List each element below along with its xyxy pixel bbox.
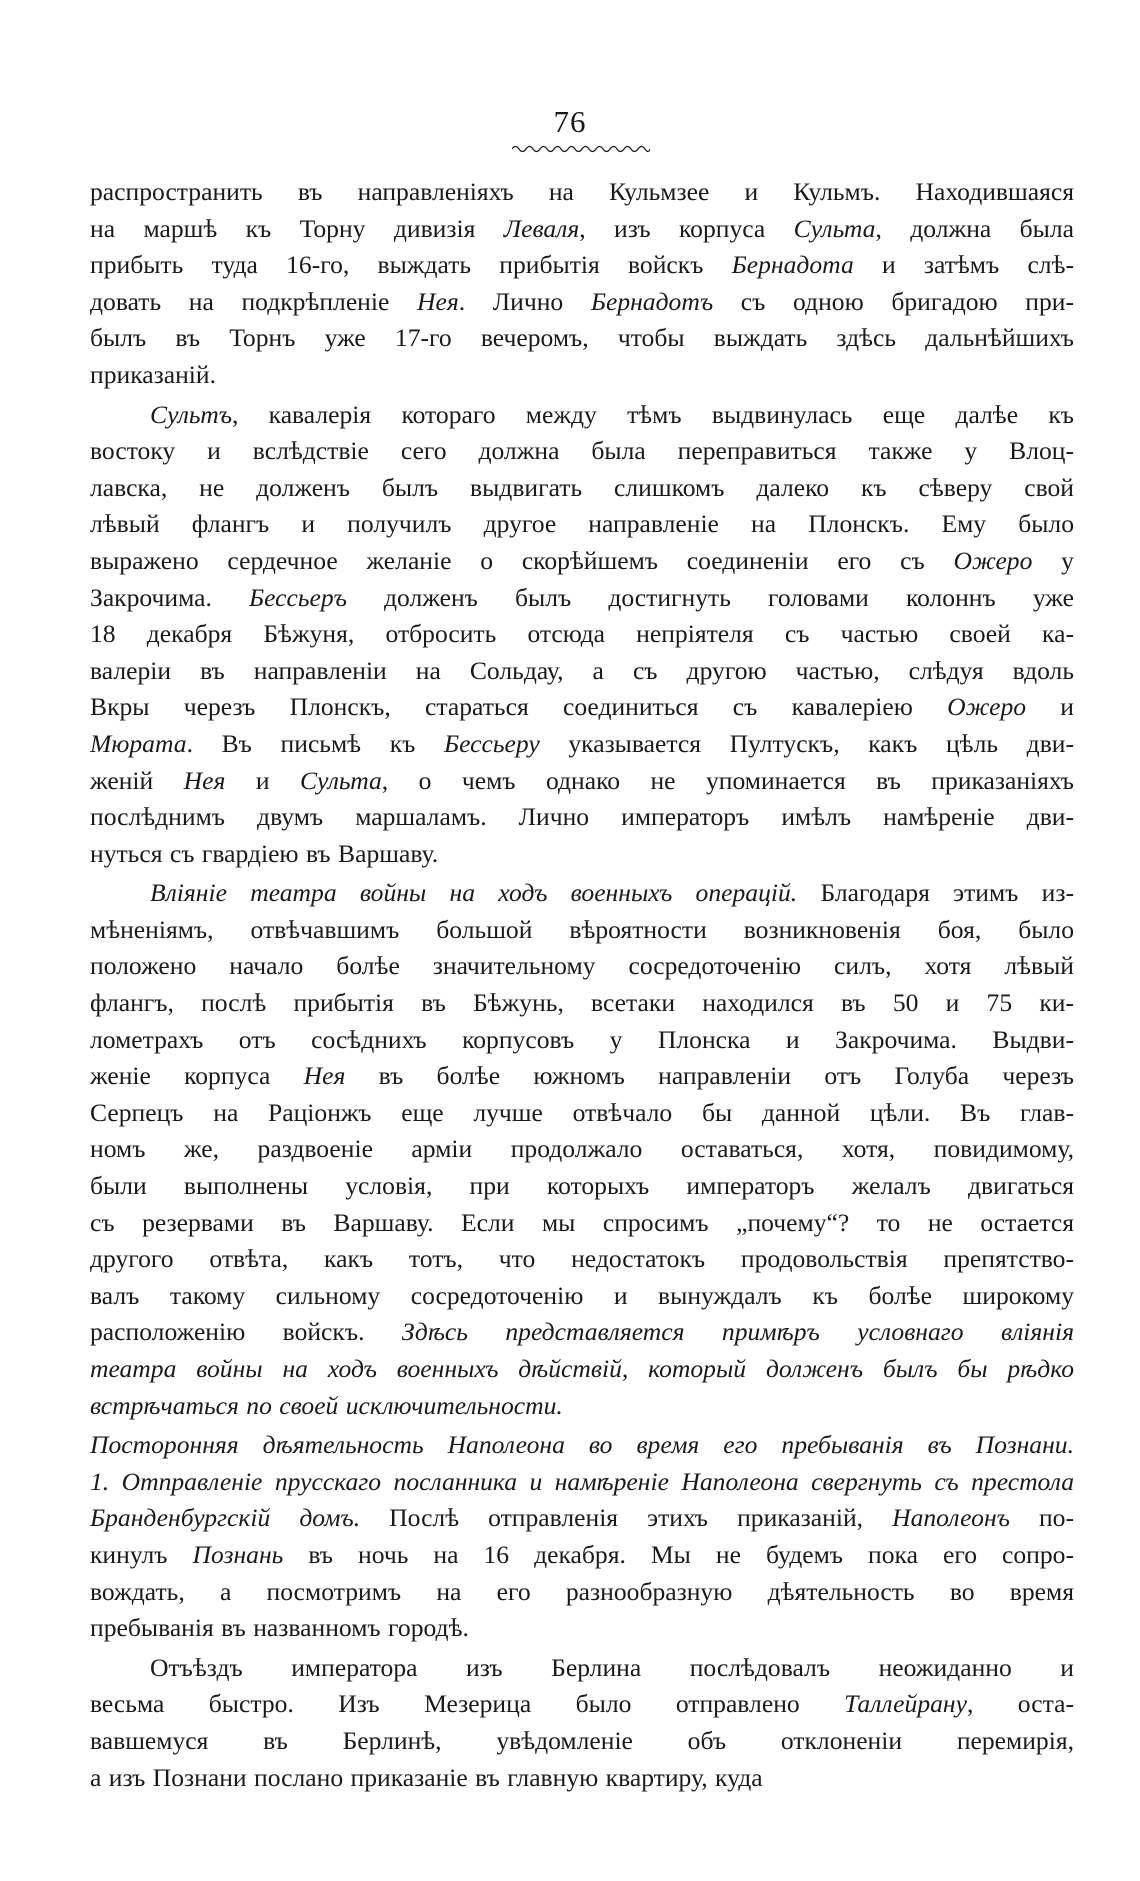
italic-run: встрѣчаться по своей исключительности. (90, 1390, 563, 1420)
text-line (90, 543, 1074, 580)
text-run: . Въ письмѣ къ (186, 728, 445, 758)
text-line (90, 1500, 1074, 1537)
text-run: довать на подкрѣпленіе (90, 286, 417, 316)
text-run: флангъ, послѣ прибытія въ Бѣжунь, всетаки находился въ 50 и 75 ки- (90, 988, 1074, 1018)
text-run: и (1026, 692, 1074, 722)
text-line (90, 1168, 1074, 1205)
body-text (90, 174, 1074, 1796)
italic-run: Здѣсь представляется примѣръ условнаго вліянія (401, 1317, 1074, 1347)
italic-run: театра войны на ходъ военныхъ дѣйствій, который долженъ былъ бы рѣдко (90, 1354, 1074, 1383)
text-line (90, 1022, 1074, 1059)
italic-run: 1. Отправленіе прусскаго посланника и намѣреніе Наполеона свергнуть съ престола (90, 1466, 1074, 1496)
text-run: , кавалерія котораго между тѣмъ выдвинулась еще далѣе къ (231, 399, 1074, 429)
text-run: востоку и вслѣдствіе сего должна была переправиться также у Влоц- (90, 436, 1074, 466)
text-run: лѣвый флангъ и получилъ другое направленіе на Плонскъ. Ему было (90, 509, 1074, 539)
italic-run: Бессьеръ (249, 582, 347, 612)
text-line (90, 1131, 1074, 1168)
text-run: , о чемъ однако не упоминается въ приказаніяхъ (381, 765, 1074, 795)
text-run: Послѣ отправленія этихъ приказаній, (360, 1503, 893, 1533)
text-run: 18 декабря Бѣжуня, отбросить отсюда непріятеля съ частью своей ка- (90, 619, 1074, 649)
text-line (90, 912, 1074, 949)
text-line (90, 763, 1074, 800)
italic-run: Бернадотъ (590, 286, 714, 316)
italic-run: Ожеро (947, 692, 1027, 722)
text-run: номъ же, раздвоеніе арміи продолжало оставаться, хотя, повидимому, (90, 1134, 1074, 1164)
text-run: указывается Пултускъ, какъ цѣль дви- (539, 728, 1074, 758)
text-line (90, 1427, 1074, 1464)
text-line (90, 506, 1074, 543)
text-line (90, 1058, 1074, 1095)
text-line (90, 1686, 1074, 1723)
italic-run: Сульта (299, 765, 382, 795)
text-run: и затѣмъ слѣ- (853, 250, 1074, 280)
text-run: Отъѣздъ императора изъ Берлина послѣдовалъ неожиданно и (150, 1652, 1074, 1682)
italic-run: Вліяніе театра войны на ходъ военныхъ операцій. (150, 878, 798, 908)
decorative-wave-rule (512, 144, 650, 154)
italic-run: Таллейрану (844, 1689, 967, 1719)
text-run: весьма быстро. Изъ Мезерица было отправлено (90, 1689, 845, 1719)
text-run: прибыть туда 16-го, выждать прибытія войскъ (90, 250, 732, 280)
text-run: расположенію войскъ. (90, 1317, 402, 1347)
text-line (90, 799, 1074, 836)
italic-run: Леваля (503, 213, 580, 243)
text-run: были выполнены условія, при которыхъ императоръ желалъ двигаться (90, 1171, 1074, 1201)
text-run: выражено сердечное желаніе о скорѣйшемъ соединеніи его съ (90, 545, 954, 575)
italic-run: Нея (417, 286, 459, 316)
text-line (90, 726, 1074, 763)
text-run: другого отвѣта, какъ тотъ, что недостатокъ продовольствія препятство- (90, 1244, 1074, 1274)
italic-run: Посторонняя дѣятельность Наполеона во время его пребыванія въ Познани. (90, 1430, 1074, 1460)
text-run: валъ такому сильному сосредоточенію и вынуждалъ къ болѣе широкому (90, 1280, 1074, 1310)
text-run: а изъ Познани послано приказаніе въ главную квартиру, куда (90, 1762, 763, 1792)
text-line (90, 1314, 1074, 1351)
text-run: въ болѣе южномъ направленіи отъ Голуба черезъ (345, 1061, 1074, 1091)
text-line (90, 985, 1074, 1022)
text-line (90, 1650, 1074, 1687)
italic-run: Познань (192, 1539, 284, 1569)
text-run: кинулъ (90, 1539, 193, 1569)
text-line (90, 1278, 1074, 1315)
text-run: приказаній. (90, 359, 216, 389)
text-line (90, 1351, 1074, 1388)
text-run: Вкры черезъ Плонскъ, стараться соединиться съ кавалеріею (90, 692, 948, 722)
italic-run: Мюрата (90, 728, 187, 758)
text-line (90, 1205, 1074, 1242)
text-run: вавшемуся въ Берлинѣ, увѣдомленіе объ отклоненіи перемирія, (90, 1725, 1074, 1755)
text-run: былъ въ Торнъ уже 17-го вечеромъ, чтобы выждать здѣсь дальнѣйшихъ (90, 323, 1074, 353)
text-run: , оста- (966, 1689, 1074, 1719)
text-line (90, 320, 1074, 357)
text-run: валеріи въ направленіи на Сольдау, а съ другою частью, слѣдуя вдоль (90, 655, 1074, 685)
text-run: лавска, не долженъ былъ выдвигать слишкомъ далеко къ сѣверу свой (90, 472, 1074, 502)
text-run: пребыванія въ названномъ городѣ. (90, 1613, 469, 1643)
italic-run: Бранденбургскій домъ. (90, 1503, 361, 1533)
text-run: Серпецъ на Раціонжъ еще лучше отвѣчало бы данной цѣли. Въ глав- (90, 1097, 1074, 1127)
text-run: долженъ былъ достигнуть головами колоннъ уже (346, 582, 1074, 612)
text-line (90, 1388, 1074, 1425)
text-run: Закрочима. (90, 582, 249, 612)
text-run: и (225, 765, 300, 795)
italic-run: Сультъ (150, 399, 232, 429)
text-line (90, 1610, 1074, 1647)
text-line (90, 433, 1074, 470)
text-run: , изъ корпуса (579, 213, 794, 243)
text-run: послѣднимъ двумъ маршаламъ. Лично императоръ имѣлъ намѣреніе дви- (90, 802, 1074, 832)
text-run: мѣненіямъ, отвѣчавшимъ большой вѣроятности возникновенія боя, было (90, 914, 1074, 944)
text-line (90, 1760, 1074, 1797)
italic-run: Наполеонъ (892, 1503, 1010, 1533)
text-run: нуться съ гвардіею въ Варшаву. (90, 838, 439, 868)
text-run: у (1032, 545, 1074, 575)
text-run: . Лично (458, 286, 591, 316)
text-line (90, 689, 1074, 726)
text-run: съ резервами въ Варшаву. Если мы спросимъ „почему“? то не остается (90, 1207, 1074, 1237)
italic-run: Сульта (793, 213, 876, 243)
text-line (90, 948, 1074, 985)
text-line (90, 1723, 1074, 1760)
text-run: на маршѣ къ Торну дивизія (90, 213, 504, 243)
text-run: съ одною бригадою при- (713, 286, 1074, 316)
text-run: женіе корпуса (90, 1061, 304, 1091)
text-line (90, 1464, 1074, 1501)
text-run: , должна была (875, 213, 1075, 243)
text-line (90, 1095, 1074, 1132)
text-run: по- (1009, 1503, 1074, 1533)
page-number: 76 (553, 104, 587, 139)
text-line (90, 174, 1074, 211)
italic-run: Ожеро (953, 545, 1033, 575)
text-run: Благодаря этимъ из- (797, 878, 1074, 908)
text-run: распространить въ направленіяхъ на Кульмзее и Кульмъ. Находившаяся (90, 177, 1074, 206)
italic-run: Бессьеру (444, 728, 540, 758)
text-line (90, 284, 1074, 321)
text-line (90, 653, 1074, 690)
italic-run: Бернадота (731, 250, 854, 280)
text-run: положено начало болѣе значительному сосредоточенію силъ, хотя лѣвый (90, 951, 1074, 981)
text-run: вождать, а посмотримъ на его разнообразную дѣятельность во время (90, 1576, 1074, 1606)
text-line (90, 1537, 1074, 1574)
text-line (90, 580, 1074, 617)
text-line (90, 470, 1074, 507)
text-line (90, 397, 1074, 434)
text-line (90, 875, 1074, 912)
text-line (90, 357, 1074, 394)
text-line (90, 1574, 1074, 1611)
text-line (90, 247, 1074, 284)
text-run: лометрахъ отъ сосѣднихъ корпусовъ у Плонска и Закрочима. Выдви- (90, 1024, 1074, 1054)
italic-run: Нея (183, 765, 226, 795)
text-run: въ ночь на 16 декабря. Мы не будемъ пока его сопро- (283, 1539, 1074, 1569)
text-line (90, 836, 1074, 873)
text-run: женій (90, 765, 184, 795)
text-line (90, 211, 1074, 248)
text-line (90, 1241, 1074, 1278)
italic-run: Нея (303, 1061, 346, 1091)
text-line (90, 616, 1074, 653)
